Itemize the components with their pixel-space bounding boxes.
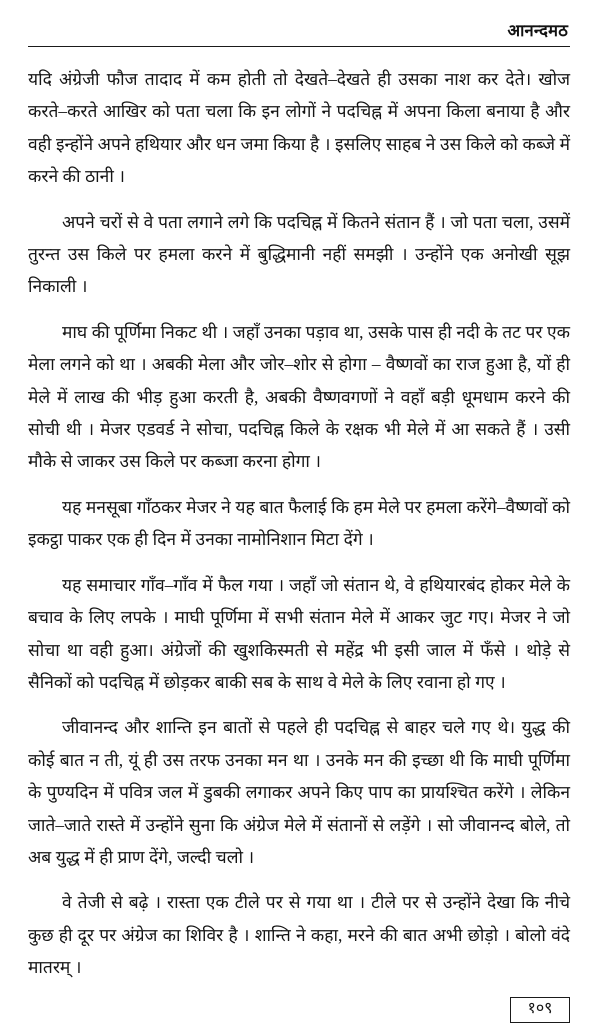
book-title: आनन्दमठ [507,21,568,40]
paragraph: वे तेजी से बढ़े । रास्ता एक टीले पर से गया था । टीले पर से उन्होंने देखा कि नीचे कुछ ही दूर पर अंग्रेज का शिविर है । शान्ति ने कहा, मरने की बात अभी छोड़ो । बोलो वंदे मातरम् । [28,892,570,978]
page-number: १०९ [510,997,570,1023]
paragraph: यह मनसूबा गाँठकर मेजर ने यह बात फैलाई कि हम मेले पर हमला करेंगे–वैष्णवों को इकट्ठा पाकर एक ही दिन में उनका नामोनिशान मिटा देंगे । [28,496,570,550]
paragraph: अपने चरों से वे पता लगाने लगे कि पदचिह्न में कितने संतान हैं । जो पता चला, उसमें तुरन्त उस किले पर हमला करने में बुद्धिमानी नहीं समझी । उन्होंने एक अनोखी सूझ निकाली । [28,211,570,297]
header-divider [28,46,570,47]
page-footer [28,997,570,1023]
paragraph: जीवानन्द और शान्ति इन बातों से पहले ही पदचिह्न से बाहर चले गए थे। युद्ध की कोई बात न ती, यूं ही उस तरफ उनका मन था । उनके मन की इच्छा थी कि माघी पूर्णिमा के पुण्यदिन में पवित्र जल में डुबकी लगाकर अपने किए पाप का प्रायश्चित करेंगे । लेकिन जाते–जाते रास्ते में उन्होंने सुना कि अंग्रेज मेले में संतानों से लड़ेंगे । सो जीवानन्द बोले, तो अब युद्ध में ही प्राण देंगे, जल्दी चलो । [28,717,570,867]
paragraph: यदि अंग्रेजी फौज तादाद में कम होती तो देखते–देखते ही उसका नाश कर देते। खोज करते–करते आखिर को पता चला कि इन लोगों ने पदचिह्न में अपना किला बनाया है और वही इन्होंने अपने हथियार और धन जमा किया है । इसलिए साहब ने उस किले को कब्जे में करने की ठानी । [28,69,570,187]
paragraph: माघ की पूर्णिमा निकट थी । जहाँ उनका पड़ाव था, उसके पास ही नदी के तट पर एक मेला लगने को था । अबकी मेला और जोर–शोर से होगा – वैष्णवों का राज हुआ है, यों ही मेले में लाख की भीड़ हुआ करती है, अबकी वैष्णवगणों ने वहाँ बड़ी धूमधाम करने की सोची थी । मेजर एडवर्ड ने सोचा, पदचिह्न किले के रक्षक भी मेले में आ सकते हैं । उसी मौके से जाकर उस किले पर कब्जा करना होगा । [28,321,570,472]
page-header [28,18,570,47]
paragraph: यह समाचार गाँव–गाँव में फैल गया । जहाँ जो संतान थे, वे हथियारबंद होकर मेले के बचाव के लिए लपके । माघी पूर्णिमा में सभी संतान मेले में आकर जुट गए। मेजर ने जो सोचा था वही हुआ। अंग्रेजों की खुशकिस्मती से महेंद्र भी इसी जाल में फँसे । थोड़े से सैनिकों को पदचिह्न में छोड़कर बाकी सब के साथ वे मेले के लिए रवाना हो गए । [28,574,570,692]
page-body [28,63,570,997]
